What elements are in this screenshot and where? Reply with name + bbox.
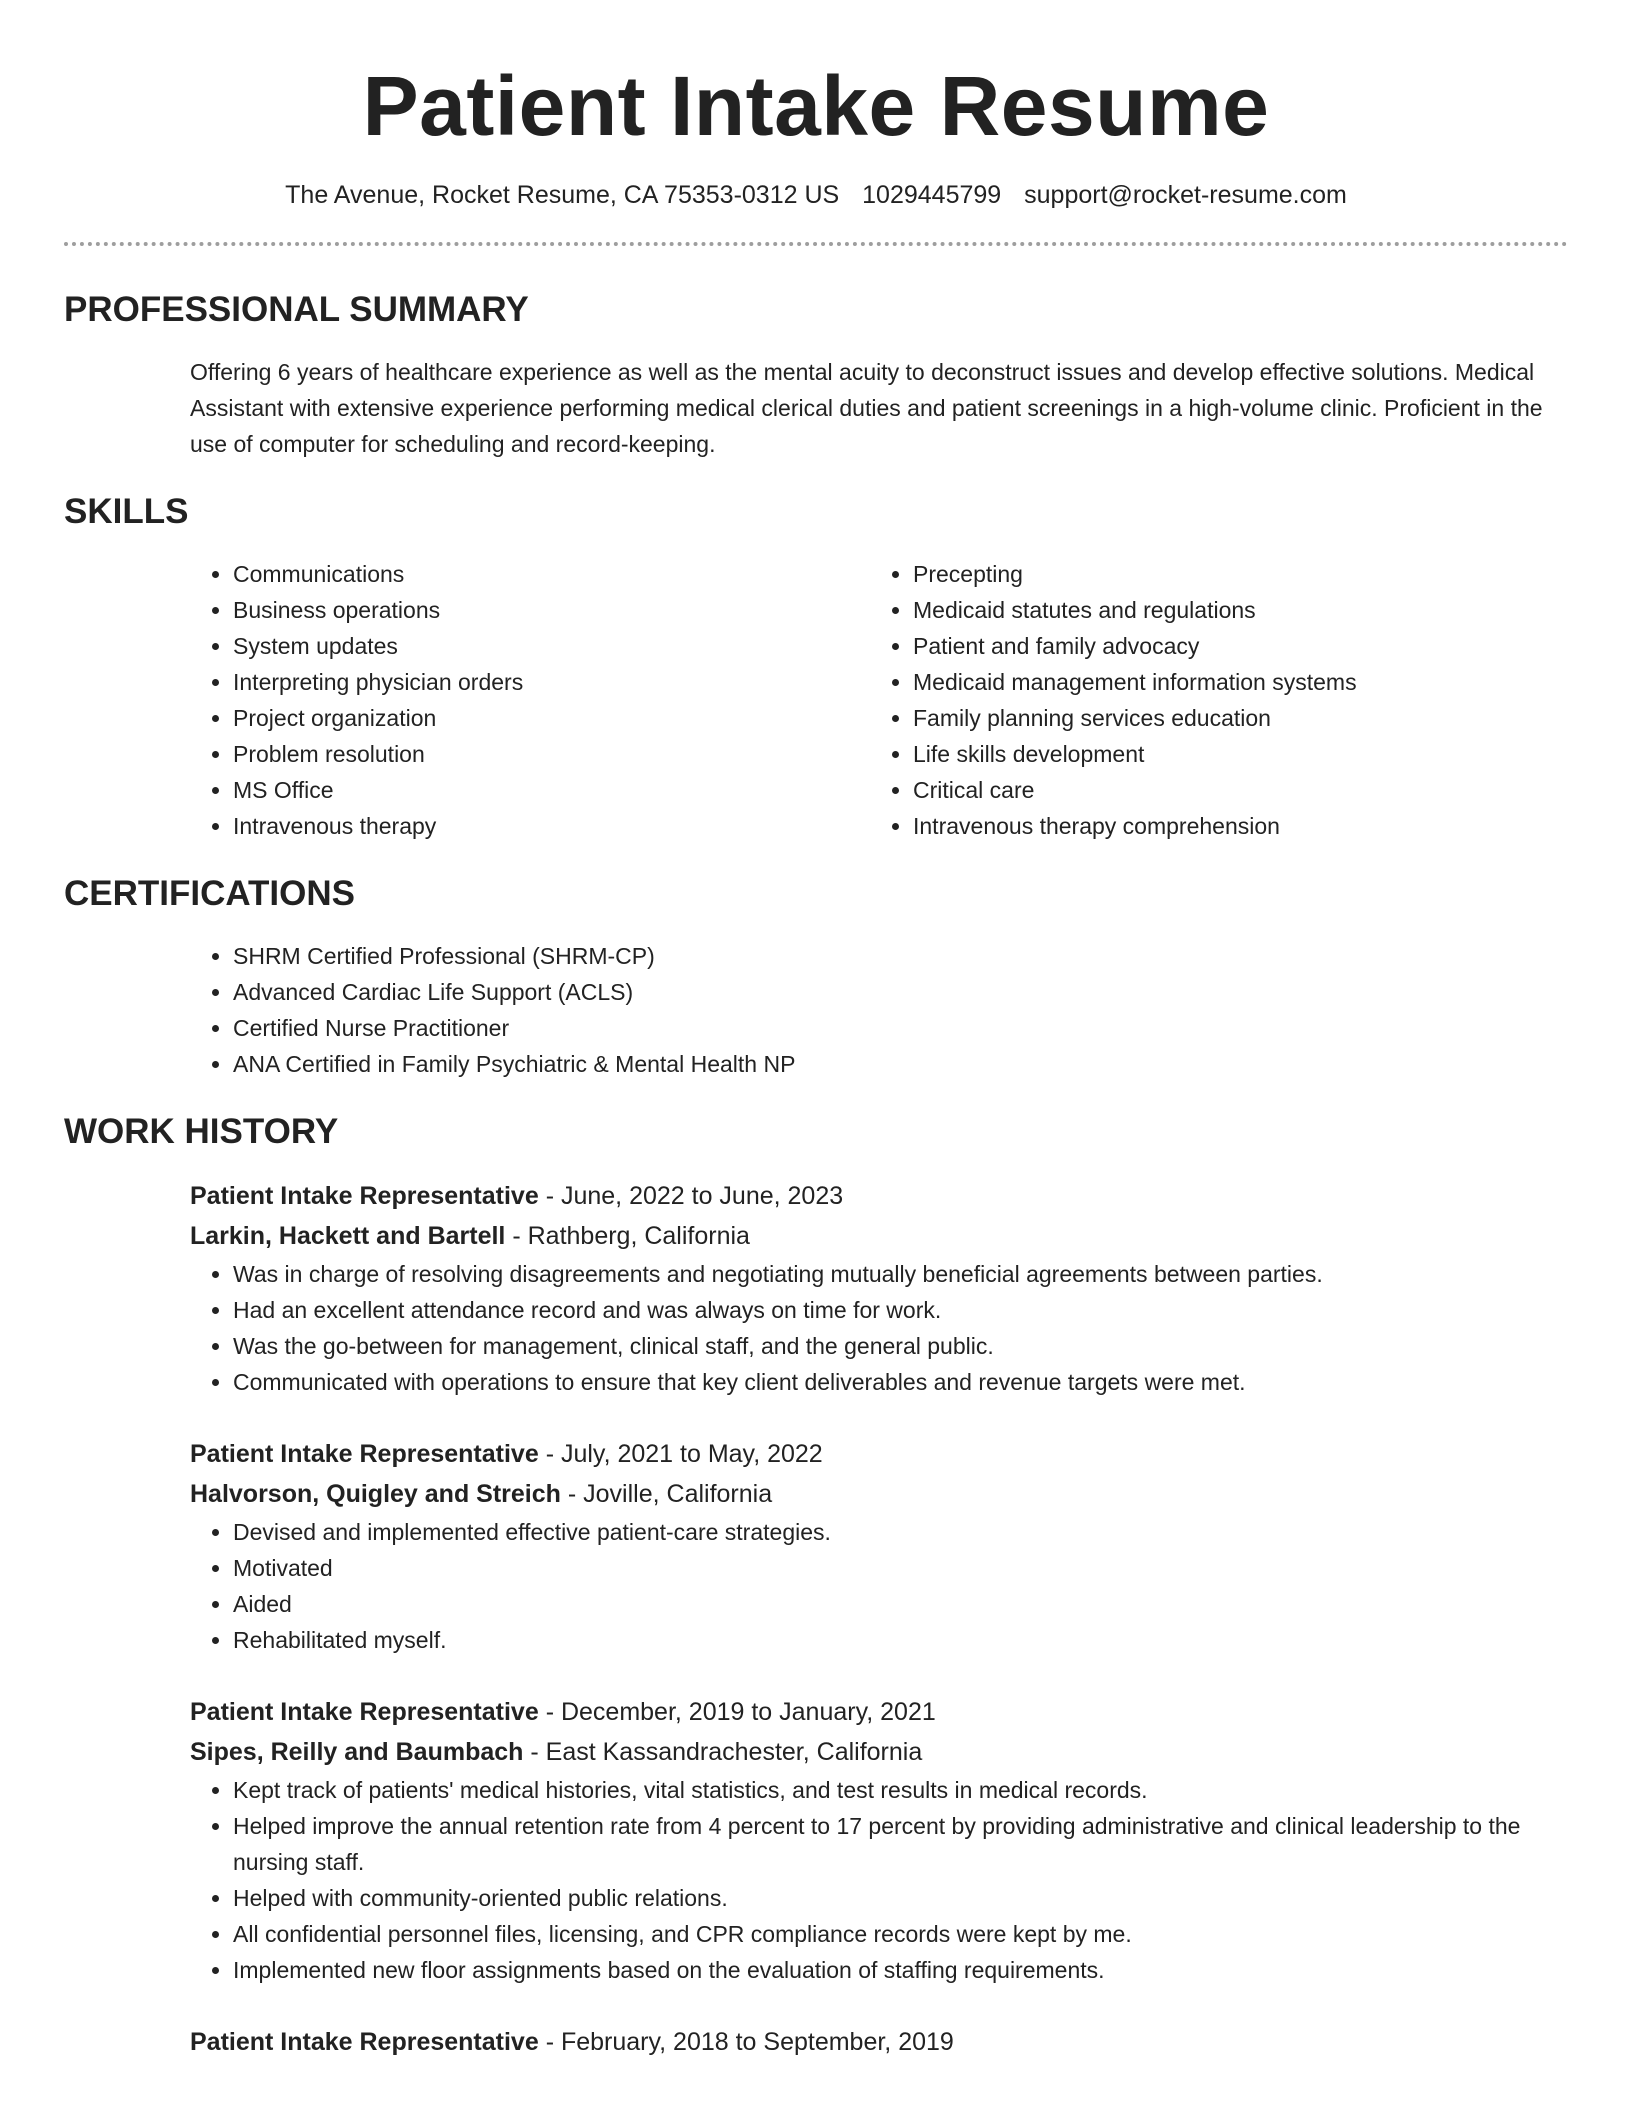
job-duty: • Devised and implemented effective patient-care strategies.: [233, 1514, 1568, 1550]
skill-item: • Patient and family advocacy: [913, 628, 1550, 664]
job-duty: • All confidential personnel files, licensing, and CPR compliance records were kept by me.: [233, 1916, 1568, 1952]
job-dates: - February, 2018 to September, 2019: [538, 2028, 954, 2056]
page-title: Patient Intake Resume: [362, 59, 1270, 153]
job-company-line: [190, 1216, 1568, 1256]
certifications-list: [190, 938, 1568, 1082]
job-location: - Joville, California: [560, 1480, 773, 1508]
job-duties-list: [190, 1256, 1568, 1400]
job-duties-list: [190, 1514, 1568, 1658]
work-history-section: [64, 1110, 1568, 2062]
job-company: Halvorson, Quigley and Streich: [190, 1480, 561, 1508]
summary-text: Offering 6 years of healthcare experience as well as the mental acuity to deconstruct issues and develop effective solutions. Medical Assistant with extensive experience performing medical clerical duties and patient screenings in a high-volume clinic. Proficient in the use of computer for scheduling and record-keeping.: [190, 359, 1543, 457]
job-entry: [190, 2022, 1568, 2062]
skills-heading: SKILLS: [64, 492, 189, 531]
job-title-line: [190, 1434, 1568, 1474]
skill-item: • Communications: [233, 556, 870, 592]
job-title: Patient Intake Representative: [190, 1440, 539, 1468]
job-duty: • Motivated: [233, 1550, 1568, 1586]
job-duties-list: [190, 1772, 1568, 1988]
work-history-heading: WORK HISTORY: [64, 1112, 339, 1151]
job-title: Patient Intake Representative: [190, 1182, 539, 1210]
skills-left-column: [190, 556, 870, 844]
summary-heading: PROFESSIONAL SUMMARY: [64, 290, 529, 329]
skill-item: • Intravenous therapy comprehension: [913, 808, 1550, 844]
job-duty: • Communicated with operations to ensure that key client deliverables and revenue targets were met.: [233, 1364, 1568, 1400]
certification-item: • ANA Certified in Family Psychiatric & Mental Health NP: [233, 1046, 1568, 1082]
job-company-line: [190, 1732, 1568, 1772]
job-entry: [190, 1434, 1568, 1658]
certifications-section: [64, 872, 1568, 1082]
certification-item: • Certified Nurse Practitioner: [233, 1010, 1568, 1046]
skill-item: • Medicaid statutes and regulations: [913, 592, 1550, 628]
skill-item: • System updates: [233, 628, 870, 664]
certifications-list-wrap: [190, 938, 1568, 1082]
job-duty: • Was in charge of resolving disagreements and negotiating mutually beneficial agreements between parties.: [233, 1256, 1568, 1292]
skill-item: • Life skills development: [913, 736, 1550, 772]
skill-item: • Precepting: [913, 556, 1550, 592]
job-duty: • Aided: [233, 1586, 1568, 1622]
job-entry: [190, 1176, 1568, 1400]
skill-item: • Interpreting physician orders: [233, 664, 870, 700]
job-duty: • Helped improve the annual retention rate from 4 percent to 17 percent by providing administrative and clinical leadership to the nursing staff.: [233, 1808, 1568, 1880]
job-duty: • Helped with community-oriented public relations.: [233, 1880, 1568, 1916]
skill-item: • Medicaid management information systems: [913, 664, 1550, 700]
job-duty: • Implemented new floor assignments based on the evaluation of staffing requirements.: [233, 1952, 1568, 1988]
skill-item: • MS Office: [233, 772, 870, 808]
certification-item: • SHRM Certified Professional (SHRM-CP): [233, 938, 1568, 974]
contact-line: [64, 178, 1568, 212]
job-title-line: [190, 1176, 1568, 1216]
contact-address: The Avenue, Rocket Resume, CA 75353-0312 US: [285, 181, 840, 209]
job-company: Sipes, Reilly and Baumbach: [190, 1738, 524, 1766]
job-title: Patient Intake Representative: [190, 1698, 539, 1726]
job-dates: - December, 2019 to January, 2021: [538, 1698, 936, 1726]
job-location: - East Kassandrachester, California: [523, 1738, 923, 1766]
skill-item: • Business operations: [233, 592, 870, 628]
job-dates: - June, 2022 to June, 2023: [538, 1182, 844, 1210]
job-location: - Rathberg, California: [505, 1222, 750, 1250]
skills-right-column: [870, 556, 1550, 844]
summary-section: [64, 288, 1568, 462]
job-duty: • Was the go-between for management, clinical staff, and the general public.: [233, 1328, 1568, 1364]
job-title: Patient Intake Representative: [190, 2028, 539, 2056]
contact-phone: 1029445799: [862, 181, 1002, 209]
job-dates: - July, 2021 to May, 2022: [538, 1440, 823, 1468]
skills-right-list: [870, 556, 1550, 844]
header-divider: [64, 242, 1568, 246]
job-entry: [190, 1692, 1568, 1988]
job-title-line: [190, 2022, 1568, 2062]
skill-item: • Family planning services education: [913, 700, 1550, 736]
job-duty: • Rehabilitated myself.: [233, 1622, 1568, 1658]
job-title-line: [190, 1692, 1568, 1732]
skill-item: • Project organization: [233, 700, 870, 736]
skills-columns: [190, 556, 1568, 844]
job-company: Larkin, Hackett and Bartell: [190, 1222, 506, 1250]
job-company-line: [190, 1474, 1568, 1514]
skills-left-list: [190, 556, 870, 844]
job-duty: • Kept track of patients' medical histories, vital statistics, and test results in medical records.: [233, 1772, 1568, 1808]
skill-item: • Intravenous therapy: [233, 808, 870, 844]
skill-item: • Critical care: [913, 772, 1550, 808]
skill-item: • Problem resolution: [233, 736, 870, 772]
certification-item: • Advanced Cardiac Life Support (ACLS): [233, 974, 1568, 1010]
skills-section: [64, 490, 1568, 844]
certifications-heading: CERTIFICATIONS: [64, 874, 356, 913]
job-duty: • Had an excellent attendance record and was always on time for work.: [233, 1292, 1568, 1328]
contact-email[interactable]: support@rocket-resume.com: [1024, 181, 1347, 209]
